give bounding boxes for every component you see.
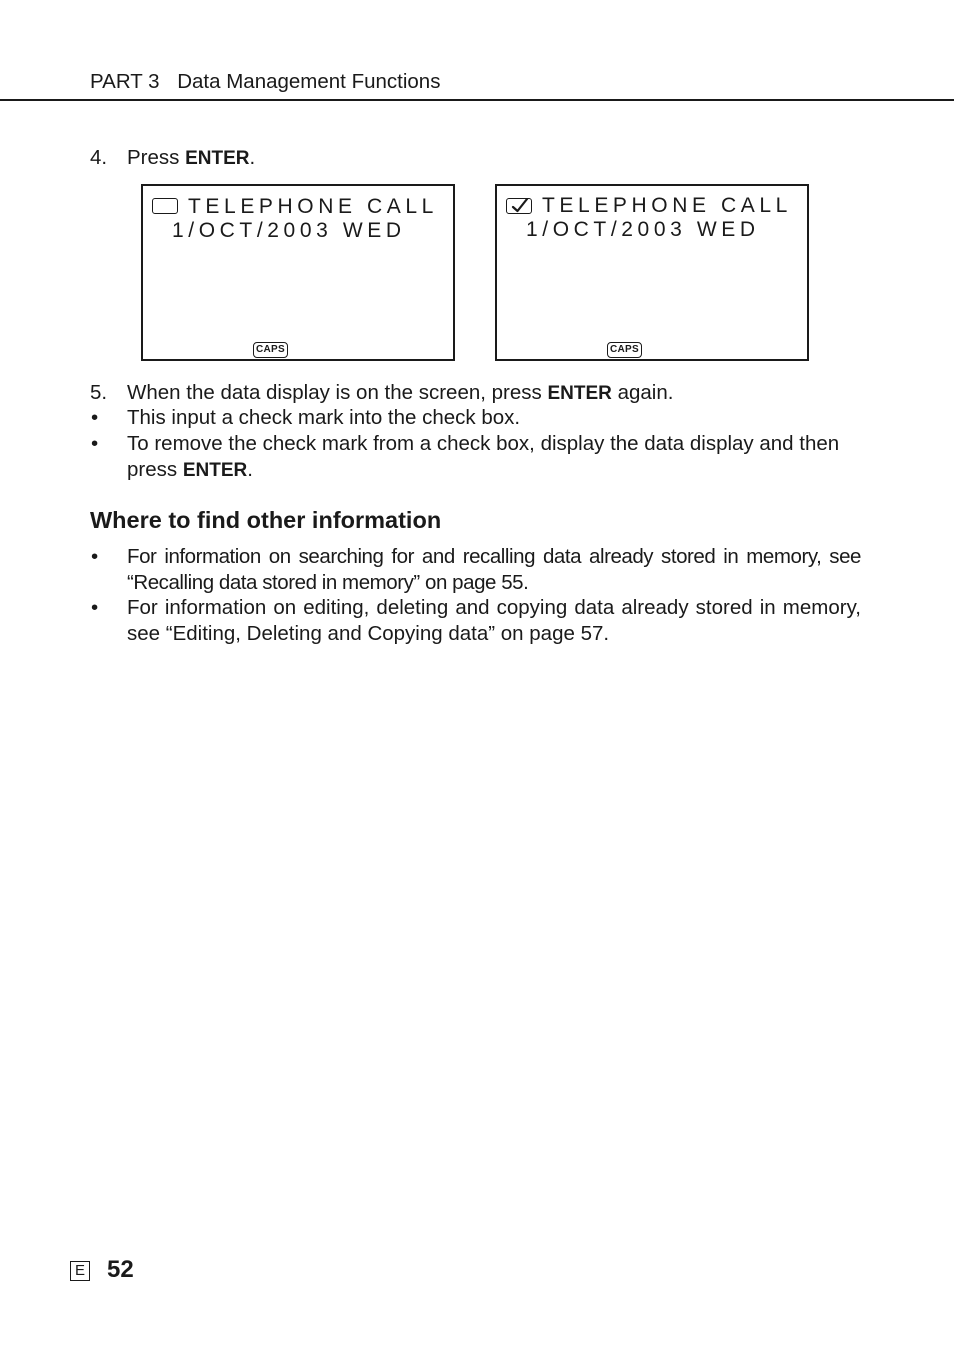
step-text-part: . [249,146,256,169]
bullet-icon: • [91,406,99,429]
step-text-part: Press [127,146,186,169]
screen-line-1: TELEPHONE CALL [542,194,792,217]
header-rule [0,99,954,101]
step-number: 4. [90,146,108,169]
enter-key-label: ENTER [185,148,250,169]
section-heading: Where to find other information [90,507,442,533]
bullet-text-part: To remove the check mark from a check box, display the data display and then press [127,432,840,481]
lcd-screen-unchecked [141,184,455,361]
step-text-part: again. [611,381,674,404]
header-part: PART 3 [90,70,160,93]
bullet-text [127,431,861,483]
step-text [127,145,861,172]
enter-key-label: ENTER [182,459,248,481]
language-tag: E [70,1261,90,1281]
bullet-icon: • [91,432,99,455]
running-header [90,70,440,94]
step-number: 5. [90,381,108,404]
screen-line-1: TELEPHONE CALL [188,195,438,218]
check-mark-icon [510,198,530,214]
caps-indicator: CAPS [607,342,642,358]
screen-line-2: 1/OCT/2003 WED [172,219,406,242]
bullet-text [127,405,861,431]
bullet-text-part: This input a check mark into the check box. [127,406,521,429]
lcd-screen-checked [495,184,809,361]
bullet-text-part: . [247,457,253,481]
empty-checkbox-icon [152,198,178,214]
header-section: Data Management Functions [177,70,441,93]
step-text [127,380,861,407]
bullet-icon: • [91,545,99,568]
checked-checkbox-icon [506,198,532,214]
page-number: 52 [107,1256,134,1283]
bullet-text: For information on searching for and recalling data already stored in memory, see “Recalling data stored in memory” on page 55. [127,545,861,594]
bullet-text: For information on editing, deleting and copying data already stored in memory, see “Editing, Deleting and Copying data” on page 57. [127,596,861,645]
screen-line-2: 1/OCT/2003 WED [526,218,760,241]
enter-key-label: ENTER [547,383,612,404]
bullet-icon: • [91,596,99,619]
caps-indicator: CAPS [253,342,288,358]
step-text-part: When the data display is on the screen, press [127,381,548,404]
